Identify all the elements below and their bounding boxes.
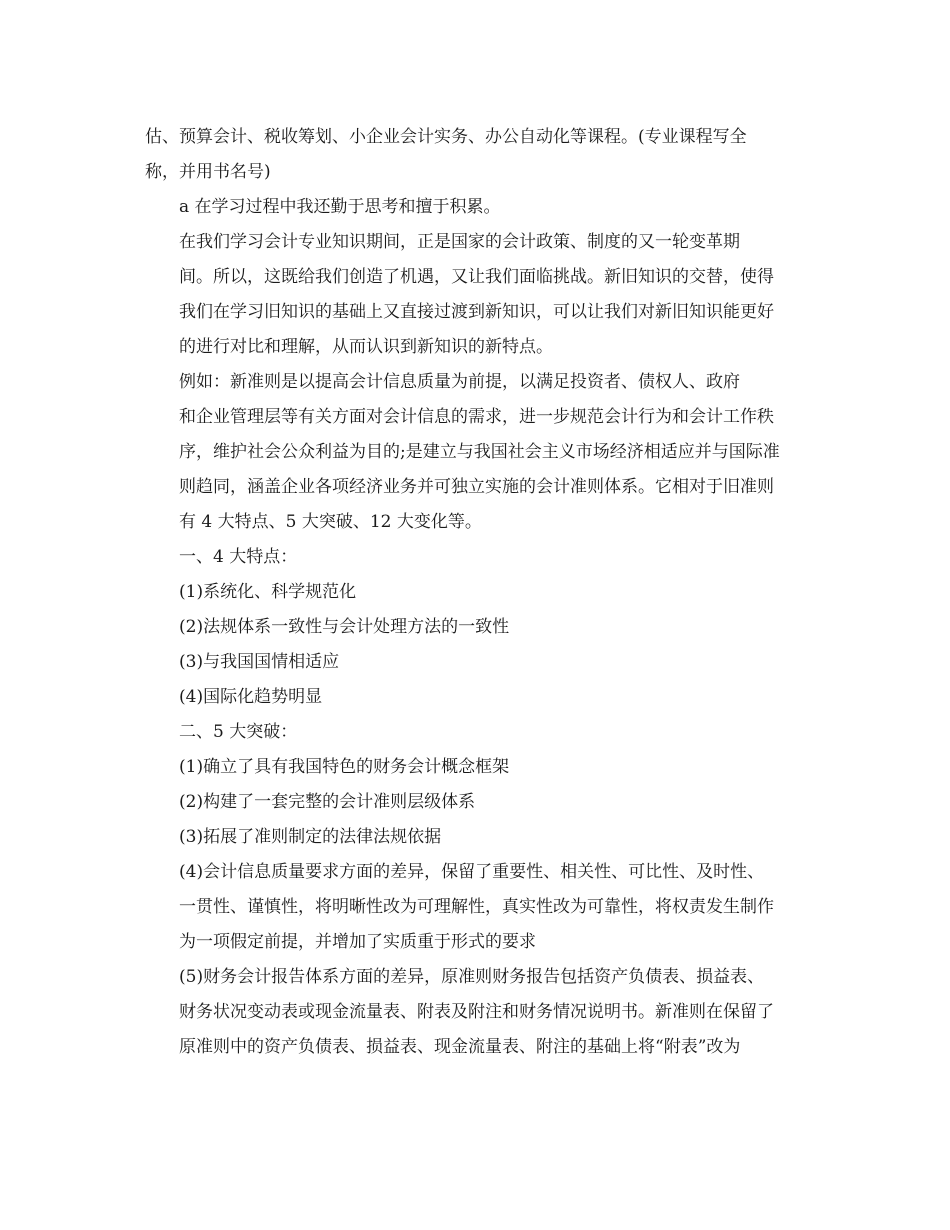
text-line: (4)国际化趋势明显 xyxy=(179,687,323,707)
text-line: 在我们学习会计专业知识期间，正是国家的会计政策、制度的又一轮变革期 xyxy=(179,232,740,252)
paragraph xyxy=(145,855,835,960)
text-line: (1)确立了具有我国特色的财务会计概念框架 xyxy=(179,757,510,777)
text-line: 为一项假定前提，并增加了实质重于形式的要求 xyxy=(179,932,536,952)
text-line: (2)法规体系一致性与会计处理方法的一致性 xyxy=(179,617,510,637)
text-line: 和企业管理层等有关方面对会计信息的需求，进一步规范会计行为和会计工作秩 xyxy=(179,407,774,427)
text-line: (5)财务会计报告体系方面的差异，原准则财务报告包括资产负债表、损益表、 xyxy=(179,967,765,987)
paragraph xyxy=(145,540,835,575)
text-line: (3)与我国国情相适应 xyxy=(179,652,340,672)
text-line: 则趋同，涵盖企业各项经济业务并可独立实施的会计准则体系。它相对于旧准则 xyxy=(179,477,774,497)
text-line: (3)拓展了准则制定的法律法规依据 xyxy=(179,827,442,847)
text-line: 序，维护社会公众利益为目的;是建立与我国社会主义市场经济相适应并与国际准 xyxy=(179,442,780,462)
paragraph xyxy=(145,785,835,820)
paragraph xyxy=(145,575,835,610)
text-line: (2)构建了一套完整的会计准则层级体系 xyxy=(179,792,476,812)
text-line: (4)会计信息质量要求方面的差异，保留了重要性、相关性、可比性、及时性、 xyxy=(179,862,765,882)
paragraph xyxy=(145,680,835,715)
text-line: 称，并用书名号) xyxy=(145,162,271,182)
text-line: 间。所以，这既给我们创造了机遇，又让我们面临挑战。新旧知识的交替，使得 xyxy=(179,267,774,287)
paragraph xyxy=(145,645,835,680)
paragraph xyxy=(145,225,835,365)
paragraph xyxy=(145,190,835,225)
text-line: 有 4 大特点、5 大突破、12 大变化等。 xyxy=(179,512,482,532)
paragraph xyxy=(145,750,835,785)
text-line: 二、5 大突破： xyxy=(179,722,298,742)
text-line: 的进行对比和理解，从而认识到新知识的新特点。 xyxy=(179,337,553,357)
text-line: 我们在学习旧知识的基础上又直接过渡到新知识，可以让我们对新旧知识能更好 xyxy=(179,302,774,322)
text-line: (1)系统化、科学规范化 xyxy=(179,582,357,602)
paragraph xyxy=(145,120,835,190)
text-line: 估、预算会计、税收筹划、小企业会计实务、办公自动化等课程。(专业课程写全 xyxy=(145,127,747,147)
text-line: 原准则中的资产负债表、损益表、现金流量表、附注的基础上将“附表”改为 xyxy=(179,1037,741,1057)
paragraph xyxy=(145,820,835,855)
paragraph xyxy=(145,960,835,1065)
paragraph xyxy=(145,715,835,750)
text-line: a 在学习过程中我还勤于思考和擅于积累。 xyxy=(179,197,501,217)
text-line: 一贯性、谨慎性，将明晰性改为可理解性，真实性改为可靠性，将权责发生制作 xyxy=(179,897,774,917)
text-line: 财务状况变动表或现金流量表、附表及附注和财务情况说明书。新准则在保留了 xyxy=(179,1002,774,1022)
paragraph xyxy=(145,365,835,540)
document-body xyxy=(145,120,835,1065)
text-line: 一、4 大特点： xyxy=(179,547,298,567)
text-line: 例如：新准则是以提高会计信息质量为前提，以满足投资者、债权人、政府 xyxy=(179,372,740,392)
paragraph xyxy=(145,610,835,645)
